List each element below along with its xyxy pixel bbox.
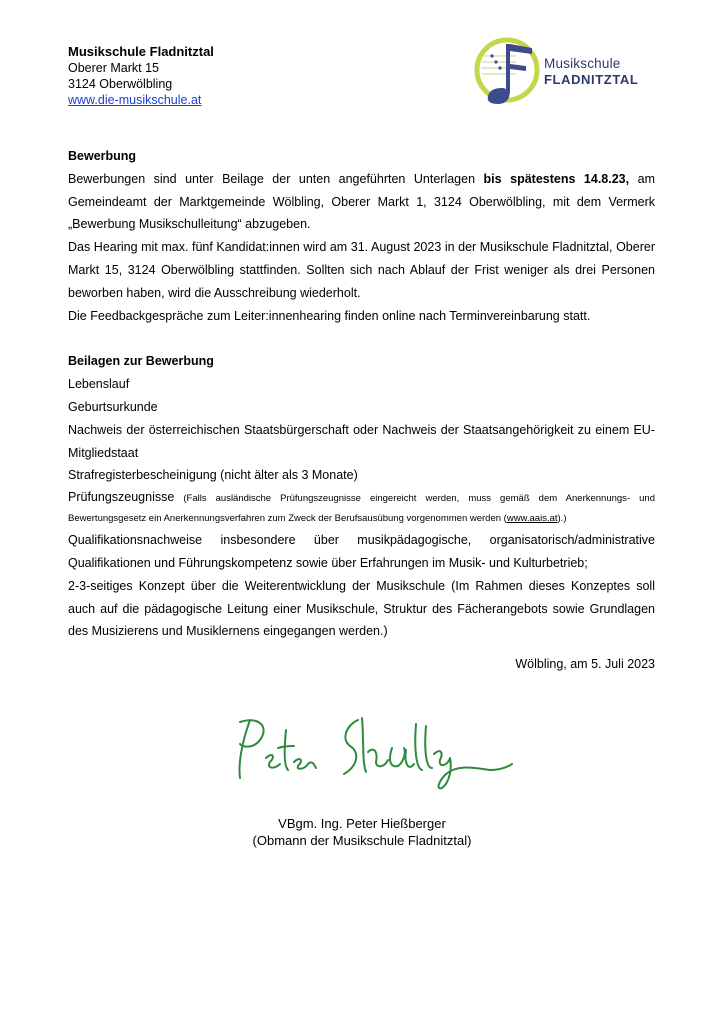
org-city: 3124 Oberwölbling [68, 77, 173, 91]
date-line: Wölbling, am 5. Juli 2023 [515, 657, 655, 672]
logo-line-1: Musikschule [544, 56, 621, 71]
pruefung-label: Prüfungszeugnisse [68, 490, 175, 505]
sender-address [68, 44, 214, 108]
beilage-item: Nachweis der österreichischen Staatsbürgerschaft oder Nachweis der Staatsangehörigkeit zu einem EU-Mitgliedstaat [68, 422, 655, 460]
bewerbung-paragraph-1 [68, 168, 655, 236]
beilage-item: Lebenslauf [68, 377, 130, 392]
org-name: Musikschule Fladnitztal [68, 44, 214, 59]
bewerbung-heading: Bewerbung [68, 149, 137, 163]
aais-link[interactable]: www.aais.at [506, 513, 558, 525]
pruefung-note-end: ).) [557, 513, 567, 525]
beilage-item: Geburtsurkunde [68, 399, 158, 414]
deadline-text: bis spätestens 14.8.23, [483, 171, 630, 186]
p1-text: Bewerbungen sind unter Beilage der unten angeführten Unterlagen [68, 171, 484, 186]
signer-block [0, 815, 724, 849]
logo-wordmark [544, 56, 638, 87]
beilage-item: 2-3-seitiges Konzept über die Weiterentwicklung der Musikschule (Im Rahmen dieses Konzeptes soll auch auf die pädagogische Leitung einer Musikschule, Struktur des Fächerangebots sowie Grundlagen des Musizierens und Musiklernens eingegangen werden.) [68, 578, 655, 639]
beilagen-heading: Beilagen zur Bewerbung [68, 354, 214, 369]
logo-line-2: FLADNITZTAL [544, 72, 639, 87]
letter-body [68, 145, 655, 676]
bewerbung-paragraph-3: Die Feedbackgespräche zum Leiter:innenhearing finden online nach Terminvereinbarung statt. [68, 308, 591, 323]
bewerbung-paragraph-2: Das Hearing mit max. fünf Kandidat:innen wird am 31. August 2023 in der Musikschule Fladnitztal, Oberer Markt 15, 3124 Oberwölbling stattfinden. Sollten sich nach Ablauf der Frist weniger als drei Personen beworben haben, wird die Ausschreibung wiederholt. [68, 240, 655, 300]
p1-text-rest: am Gemeindeamt der Marktgemeinde Wölbling, Oberer Markt 1, 3124 Oberwölbling, mit dem Vermerk „Bewerbung Musikschulleitung“ abzugeben. [68, 171, 655, 232]
beilage-item: Qualifikationsnachweise insbesondere über musikpädagogische, organisatorisch/administrative Qualifikationen und Führungskompetenz sowie über Erfahrungen im Musik- und Kulturbetrieb; [68, 533, 655, 570]
signer-name: VBgm. Ing. Peter Hießberger [278, 816, 446, 831]
handwritten-signature [228, 712, 518, 792]
website-link[interactable]: www.die-musikschule.at [68, 93, 202, 107]
beilage-item: Strafregisterbescheinigung (nicht älter als 3 Monate) [68, 468, 358, 483]
beilage-item-pruefung [68, 487, 655, 529]
signer-role: (Obmann der Musikschule Fladnitztal) [252, 833, 472, 848]
org-street: Oberer Markt 15 [68, 61, 160, 75]
pruefung-note: (Falls ausländische Prüfungszeugnisse eingereicht werden, muss gemäß dem Anerkennungs- und Bewertungsgesetz ein Anerkennungsverfahren zum Zweck der Berufsausübung vorgenommen werden ( [68, 493, 655, 525]
